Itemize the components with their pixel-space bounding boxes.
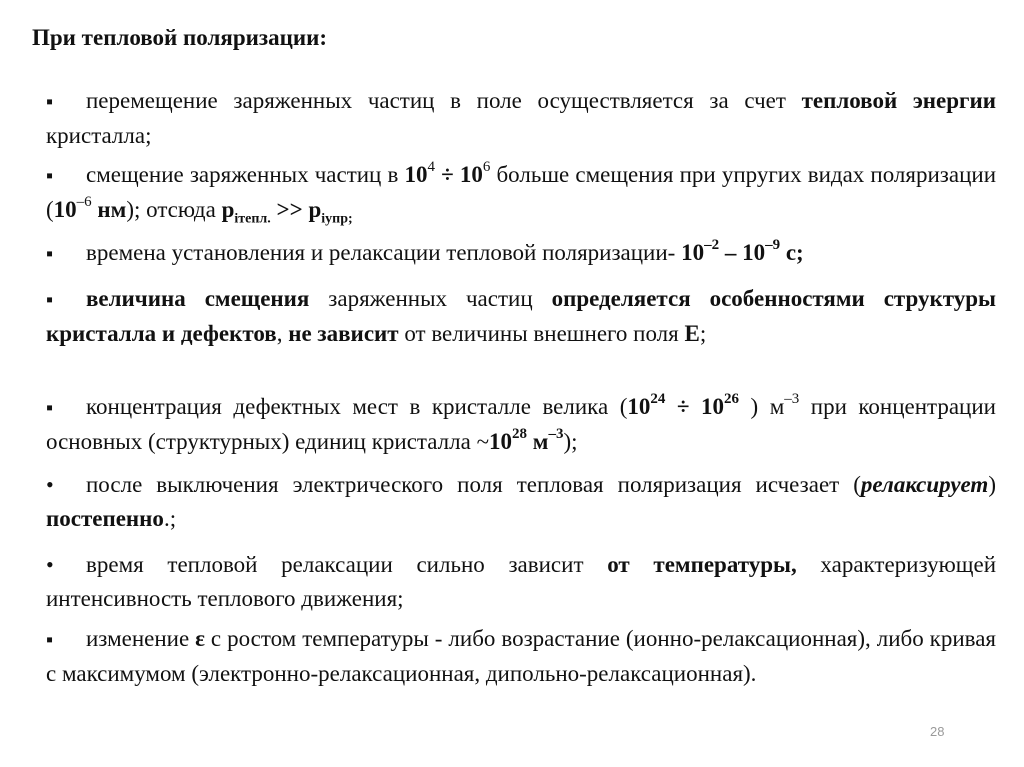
item-text-bold: тепловой энергии: [801, 88, 997, 113]
list-item: [46, 282, 996, 351]
item-text: ): [988, 472, 996, 497]
item-text-bold: 10: [627, 394, 651, 419]
list-item: [46, 390, 996, 459]
item-text: концентрация дефектных мест в кристалле велика (: [86, 394, 628, 419]
item-text-bold: определяется особенностями структуры кристалла и дефектов: [46, 286, 996, 346]
item-text-bold: величина смещения: [86, 286, 310, 311]
item-text-bold: ε: [195, 626, 205, 651]
item-text: больше смещения при упругих видах поляризации (: [46, 162, 996, 222]
square-bullet-icon: ▪: [46, 629, 54, 651]
superscript: 6: [482, 159, 491, 176]
item-text: ) м: [739, 394, 785, 419]
subscript: iтепл.: [234, 211, 271, 227]
list-item: [46, 84, 996, 153]
item-text: изменение: [86, 626, 196, 651]
list-item: [46, 622, 996, 691]
item-text-bold: ÷ 10: [434, 162, 483, 187]
item-text: перемещение заряженных частиц в поле осуществляется за счет: [86, 88, 802, 113]
item-text-bold: 10: [489, 429, 513, 454]
superscript: 28: [512, 426, 528, 443]
square-bullet-icon: ▪: [46, 243, 54, 265]
square-bullet-icon: ▪: [46, 289, 54, 311]
superscript: –2: [704, 237, 720, 254]
superscript: –6: [76, 194, 92, 211]
item-text: времена установления и релаксации тепловой поляризации-: [86, 240, 682, 265]
round-bullet-icon: •: [46, 552, 54, 577]
item-text: кристалла;: [46, 123, 152, 148]
item-text-bold: E: [684, 321, 700, 346]
item-text-bold-italic: релаксирует: [860, 472, 989, 497]
item-text-bold: с;: [780, 240, 804, 265]
item-text-bold: нм: [91, 197, 127, 222]
subscript: iупр;: [321, 211, 353, 227]
item-text-bold: 10: [681, 240, 705, 265]
superscript: 24: [650, 391, 666, 408]
item-text: смещение заряженных частиц в: [86, 162, 405, 187]
item-text-bold: >> p: [270, 197, 322, 222]
item-text-bold: 10: [53, 197, 77, 222]
page-number: 28: [930, 724, 945, 739]
item-text: время тепловой релаксации сильно зависит: [86, 552, 608, 577]
square-bullet-icon: ▪: [46, 397, 54, 419]
list-item: [46, 468, 996, 536]
item-text-bold: p: [221, 197, 235, 222]
square-bullet-icon: ▪: [46, 91, 54, 113]
list-item: [46, 548, 996, 616]
item-text: с ростом температуры - либо возрастание (ионно-релаксационная), либо кривая с максимумом (электронно-релаксационная, дипольно-релаксационная).: [46, 626, 996, 686]
superscript: –9: [765, 237, 781, 254]
superscript: 26: [724, 391, 740, 408]
round-bullet-icon: •: [46, 472, 54, 497]
superscript: –3: [784, 391, 800, 408]
item-text-bold: 10: [404, 162, 428, 187]
square-bullet-icon: ▪: [46, 165, 54, 187]
item-text-bold: постепенно: [46, 506, 164, 531]
item-text-bold: м: [527, 429, 549, 454]
item-text-bold: не зависит: [288, 321, 399, 346]
item-text: ;: [699, 321, 707, 346]
item-text: от величины внешнего поля: [398, 321, 685, 346]
item-text: ); отсюда: [126, 197, 222, 222]
item-text-bold: от температуры,: [607, 552, 797, 577]
slide-title: При тепловой поляризации:: [32, 25, 328, 50]
item-text: при концентрации основных (структурных) единиц кристалла ~: [46, 394, 996, 454]
item-text-bold: – 10: [719, 240, 766, 265]
list-item: [46, 158, 996, 227]
item-text: .;: [163, 506, 177, 531]
item-text-bold: ÷ 10: [665, 394, 725, 419]
list-item: [46, 236, 996, 271]
item-text: после выключения электрического поля тепловая поляризация исчезает (: [86, 472, 861, 497]
item-text: заряженных частиц: [309, 286, 552, 311]
item-text: ,: [276, 321, 289, 346]
superscript: –3: [548, 426, 564, 443]
item-text: );: [563, 429, 578, 454]
item-text: характеризующей интенсивность теплового движения;: [46, 552, 996, 611]
superscript: 4: [427, 159, 435, 176]
